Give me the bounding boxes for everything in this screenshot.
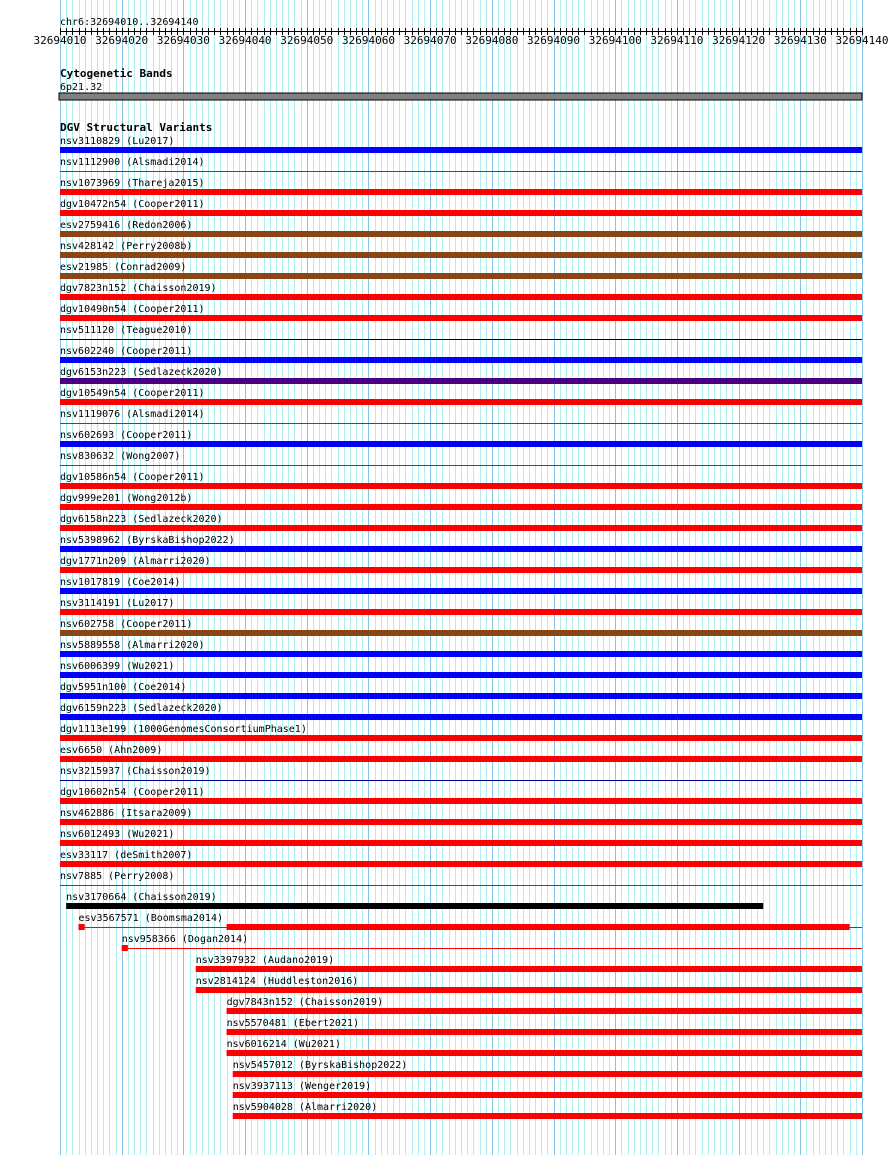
- sv-feature-box[interactable]: [79, 924, 85, 930]
- cytoband-label[interactable]: 6p21.32: [60, 82, 103, 93]
- sv-feature-bar[interactable]: [60, 294, 862, 300]
- sv-feature-bar[interactable]: [60, 273, 862, 279]
- sv-feature-label[interactable]: dgv999e201 (Wong2012b): [60, 493, 193, 504]
- sv-feature-bar[interactable]: [60, 525, 862, 531]
- sv-feature-label[interactable]: nsv462886 (Itsara2009): [60, 808, 193, 819]
- sv-feature[interactable]: [196, 976, 862, 993]
- sv-feature-label[interactable]: dgv7823n152 (Chaisson2019): [60, 283, 217, 294]
- sv-feature-label[interactable]: nsv3114191 (Lu2017): [60, 598, 175, 609]
- sv-feature-line[interactable]: [60, 780, 862, 781]
- sv-feature-bar[interactable]: [60, 609, 862, 615]
- cytoband-bar[interactable]: [59, 93, 862, 100]
- sv-feature-bar[interactable]: [60, 567, 862, 573]
- location-label: chr6:32694010..32694140: [60, 17, 199, 28]
- sv-feature-label[interactable]: nsv1017819 (Coe2014): [60, 577, 181, 588]
- sv-feature-label[interactable]: dgv10490n54 (Cooper2011): [60, 304, 205, 315]
- sv-feature-bar[interactable]: [60, 210, 862, 216]
- sv-feature-label[interactable]: dgv10586n54 (Cooper2011): [60, 472, 205, 483]
- sv-feature-bar[interactable]: [60, 756, 862, 762]
- sv-feature[interactable]: [196, 955, 862, 972]
- sv-feature-label[interactable]: nsv511120 (Teague2010): [60, 325, 193, 336]
- sv-feature-label[interactable]: nsv3110829 (Lu2017): [60, 136, 175, 147]
- ruler-tick-label: 32694110: [650, 34, 704, 47]
- sv-feature-label[interactable]: nsv7885 (Perry2008): [60, 871, 175, 882]
- sv-feature[interactable]: [227, 1039, 862, 1056]
- ruler-tick-label: 32694020: [95, 34, 149, 47]
- sv-feature-bar[interactable]: [60, 651, 862, 657]
- sv-feature-label[interactable]: nsv602240 (Cooper2011): [60, 346, 193, 357]
- sv-feature-label[interactable]: nsv3215937 (Chaisson2019): [60, 766, 211, 777]
- ruler-tick-label: 32694120: [712, 34, 766, 47]
- sv-feature-bar[interactable]: [60, 714, 862, 720]
- sv-feature-bar[interactable]: [60, 315, 862, 321]
- sv-feature-label[interactable]: dgv6158n223 (Sedlazeck2020): [60, 514, 223, 525]
- ruler-tick-label: 32694070: [403, 34, 457, 47]
- sv-feature-label[interactable]: esv6650 (Ahn2009): [60, 745, 163, 756]
- sv-feature-bar[interactable]: [60, 252, 862, 258]
- ruler-tick-label: 32694090: [527, 34, 581, 47]
- sv-feature-label[interactable]: dgv5951n100 (Coe2014): [60, 682, 187, 693]
- sv-feature-label[interactable]: nsv3937113 (Wenger2019): [232, 1081, 372, 1092]
- sv-feature-label[interactable]: dgv10602n54 (Cooper2011): [60, 787, 205, 798]
- sv-feature-bar[interactable]: [60, 441, 862, 447]
- sv-feature-bar[interactable]: [60, 546, 862, 552]
- sv-feature-bar[interactable]: [60, 735, 862, 741]
- sv-feature-bar[interactable]: [60, 588, 862, 594]
- sv-feature-label[interactable]: nsv5570481 (Ebert2021): [226, 1018, 360, 1029]
- sv-feature-bar[interactable]: [60, 861, 862, 867]
- sv-feature[interactable]: [122, 934, 862, 951]
- sv-feature[interactable]: [227, 1018, 862, 1035]
- sv-feature-label[interactable]: nsv1119076 (Alsmadi2014): [60, 409, 205, 420]
- sv-feature-bar[interactable]: [66, 903, 763, 909]
- ruler-tick-label: 32694050: [280, 34, 334, 47]
- sv-feature-line[interactable]: [122, 948, 862, 949]
- sv-feature-bar[interactable]: [60, 147, 862, 153]
- sv-feature-line[interactable]: [60, 339, 862, 340]
- sv-feature-label[interactable]: nsv602758 (Cooper2011): [60, 619, 193, 630]
- sv-feature-label[interactable]: esv3567571 (Boomsma2014): [78, 913, 224, 924]
- sv-feature-bar[interactable]: [60, 672, 862, 678]
- sv-feature-label[interactable]: nsv1073969 (Thareja2015): [60, 178, 205, 189]
- sv-feature-label[interactable]: dgv1113e199 (1000GenomesConsortiumPhase1): [60, 724, 307, 735]
- sv-feature-label[interactable]: nsv6012493 (Wu2021): [60, 829, 175, 840]
- sv-feature-bar[interactable]: [60, 840, 862, 846]
- sv-feature-bar[interactable]: [196, 966, 862, 972]
- dgv-track-title: DGV Structural Variants: [60, 121, 213, 134]
- sv-feature-label[interactable]: nsv830632 (Wong2007): [60, 451, 181, 462]
- ruler-tick-label: 32694040: [218, 34, 272, 47]
- ruler-tick-label: 32694010: [33, 34, 87, 47]
- sv-feature-bar[interactable]: [196, 987, 862, 993]
- sv-feature-label[interactable]: esv2759416 (Redon2006): [60, 220, 193, 231]
- ruler-tick-label: 32694140: [835, 34, 889, 47]
- sv-feature[interactable]: [79, 913, 862, 930]
- sv-feature-label[interactable]: nsv5904028 (Almarri2020): [232, 1102, 378, 1113]
- ruler-tick-label: 32694030: [156, 34, 210, 47]
- sv-feature-bar[interactable]: [227, 1050, 862, 1056]
- sv-feature-label[interactable]: nsv5889558 (Almarri2020): [60, 640, 205, 651]
- sv-feature-label[interactable]: esv21985 (Conrad2009): [60, 262, 187, 273]
- sv-feature-bar[interactable]: [233, 1071, 862, 1077]
- sv-feature-label[interactable]: nsv6006399 (Wu2021): [60, 661, 175, 672]
- sv-feature-bar[interactable]: [227, 1029, 862, 1035]
- cytoband-track: [59, 67, 862, 100]
- sv-feature-bar[interactable]: [60, 231, 862, 237]
- ruler-tick-label: 32694060: [341, 34, 395, 47]
- sv-feature-line[interactable]: [60, 465, 862, 466]
- sv-feature-label[interactable]: nsv3397932 (Audano2019): [195, 955, 335, 966]
- sv-feature-label[interactable]: dgv1771n209 (Almarri2020): [60, 556, 211, 567]
- sv-feature-label[interactable]: nsv6016214 (Wu2021): [226, 1039, 341, 1050]
- sv-feature-bar[interactable]: [60, 357, 862, 363]
- sv-feature-label[interactable]: nsv2814124 (Huddleston2016): [195, 976, 359, 987]
- sv-feature-box[interactable]: [122, 945, 128, 951]
- sv-feature-bar[interactable]: [227, 924, 850, 930]
- ruler-tick-label: 32694080: [465, 34, 519, 47]
- sv-feature-label[interactable]: nsv958366 (Dogan2014): [121, 934, 249, 945]
- grid-lines: [61, 0, 863, 1155]
- sv-feature-label[interactable]: dgv6153n223 (Sedlazeck2020): [60, 367, 223, 378]
- sv-feature-label[interactable]: nsv3170664 (Chaisson2019): [66, 892, 217, 903]
- sv-feature-bar[interactable]: [233, 1092, 862, 1098]
- sv-feature[interactable]: [227, 997, 862, 1014]
- sv-feature-bar[interactable]: [60, 504, 862, 510]
- sv-feature-label[interactable]: nsv5398962 (ByrskaBishop2022): [60, 535, 235, 546]
- cytoband-track-title: Cytogenetic Bands: [60, 67, 173, 80]
- sv-feature-bar[interactable]: [60, 798, 862, 804]
- sv-feature-line[interactable]: [60, 423, 862, 424]
- sv-feature-label[interactable]: nsv1112900 (Alsmadi2014): [60, 157, 205, 168]
- ruler-tick-label: 32694130: [773, 34, 827, 47]
- sv-feature-label[interactable]: nsv428142 (Perry2008b): [60, 241, 193, 252]
- sv-feature-label[interactable]: dgv6159n223 (Sedlazeck2020): [60, 703, 223, 714]
- sv-feature-line[interactable]: [60, 171, 862, 172]
- sv-feature-bar[interactable]: [60, 819, 862, 825]
- sv-feature-label[interactable]: esv33117 (deSmith2007): [60, 850, 193, 861]
- sv-feature-bar[interactable]: [60, 399, 862, 405]
- sv-feature-bar[interactable]: [60, 189, 862, 195]
- ruler-tick-label: 32694100: [588, 34, 642, 47]
- sv-feature-label[interactable]: dgv7843n152 (Chaisson2019): [226, 997, 384, 1008]
- sv-feature-bar[interactable]: [233, 1113, 862, 1119]
- sv-feature-line[interactable]: [60, 885, 862, 886]
- sv-feature-bar[interactable]: [60, 693, 862, 699]
- sv-feature-label[interactable]: dgv10472n54 (Cooper2011): [60, 199, 205, 210]
- sv-feature-label[interactable]: dgv10549n54 (Cooper2011): [60, 388, 205, 399]
- sv-feature-bar[interactable]: [227, 1008, 862, 1014]
- sv-feature-bar[interactable]: [60, 378, 862, 384]
- sv-feature-label[interactable]: nsv5457012 (ByrskaBishop2022): [232, 1060, 408, 1071]
- sv-feature-bar[interactable]: [60, 483, 862, 489]
- sv-feature-label[interactable]: nsv602693 (Cooper2011): [60, 430, 193, 441]
- sv-feature-bar[interactable]: [60, 630, 862, 636]
